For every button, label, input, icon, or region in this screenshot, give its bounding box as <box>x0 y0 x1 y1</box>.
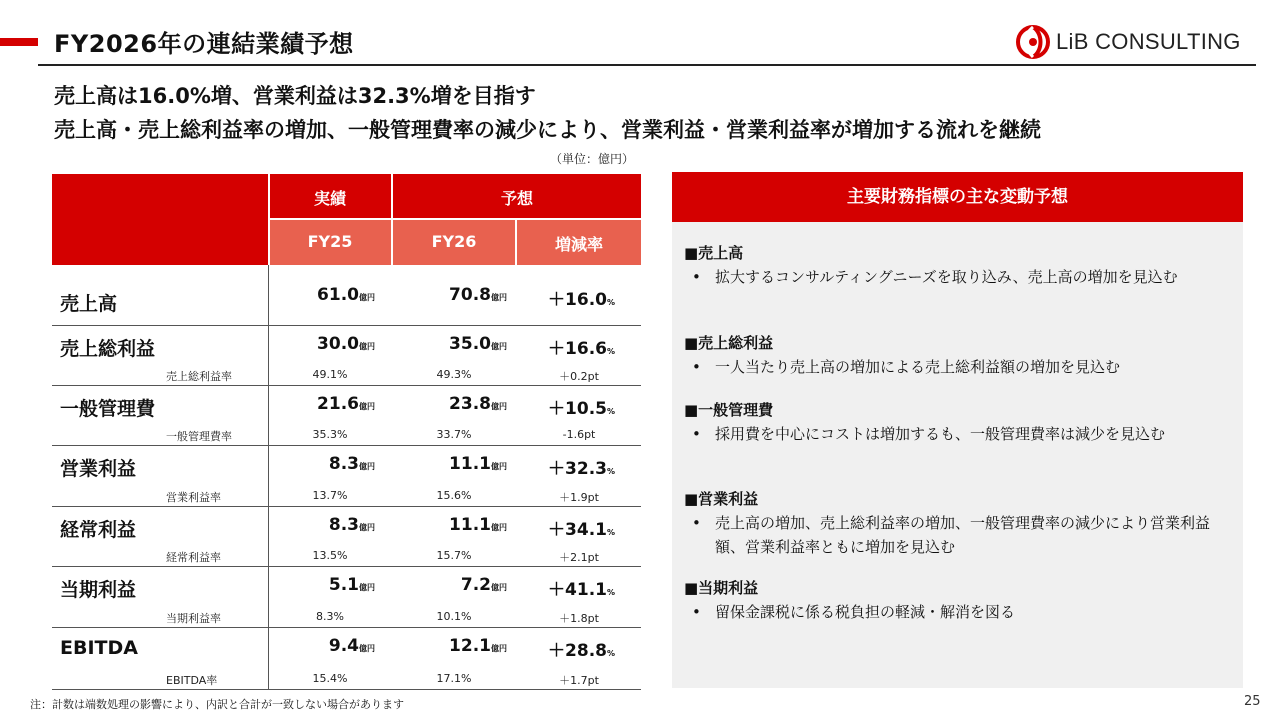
sub-cell-fy26: 17.1% <box>436 672 472 685</box>
sub-cell-fy26: 15.6% <box>436 489 472 502</box>
row-sub-label: 一般管理費率 <box>166 430 232 443</box>
bullet-item: • 採用費を中心にコストは増加するも、一般管理費率は減少を見込む <box>684 422 1229 446</box>
sub-cell-fy25: 35.3% <box>312 428 348 441</box>
cell-fy25: 61.0億円 <box>317 285 375 305</box>
section-net-income <box>684 577 1229 624</box>
cell-fy26: 12.1億円 <box>449 636 507 656</box>
column-header-change-rate: 増減率 <box>554 235 603 254</box>
sub-cell-fy25: 13.7% <box>312 489 348 502</box>
section-sales <box>684 242 1229 289</box>
cell-fy26: 70.8億円 <box>449 285 507 305</box>
footnote: 注：計数は端数処理の影響により、内訳と合計が一致しない場合があります <box>30 698 404 711</box>
bullet-icon: • <box>692 358 701 376</box>
cell-change-rate: ＋32.3% <box>548 459 615 479</box>
cell-fy25: 9.4億円 <box>328 636 375 656</box>
sub-cell-change: ＋1.7pt <box>559 674 599 687</box>
row-label: EBITDA <box>60 637 138 659</box>
table-row <box>52 386 641 446</box>
sub-cell-change: ＋1.9pt <box>559 491 599 504</box>
cell-fy25: 21.6億円 <box>317 394 375 414</box>
sub-cell-fy26: 10.1% <box>436 610 472 623</box>
row-sub-label: EBITDA率 <box>166 674 218 687</box>
sub-cell-fy25: 13.5% <box>312 549 348 562</box>
sub-cell-fy26: 15.7% <box>436 549 472 562</box>
cell-change-rate: ＋16.6% <box>548 339 615 359</box>
table-row <box>52 507 641 567</box>
cell-fy26: 23.8億円 <box>449 394 507 414</box>
row-sub-label: 当期利益率 <box>166 612 221 625</box>
section-gross-profit <box>684 332 1229 379</box>
cell-change-rate: ＋41.1% <box>548 580 615 600</box>
sub-cell-fy25: 8.3% <box>316 610 344 623</box>
bullet-icon: • <box>692 603 701 621</box>
section-operating-profit <box>684 488 1229 559</box>
bullet-item: • 留保金課税に係る税負担の軽減・解消を図る <box>684 600 1229 624</box>
section-title: ■当期利益 <box>684 579 759 597</box>
bullet-icon: • <box>692 425 701 443</box>
bullet-item: • 売上高の増加、売上総利益率の増加、一般管理費率の減少により営業利益額、営業利益率ともに増加を見込む <box>684 511 1229 559</box>
table-row <box>52 326 641 386</box>
row-label: 売上高 <box>60 293 118 315</box>
cell-change-rate: ＋34.1% <box>548 520 615 540</box>
table-row <box>52 446 641 507</box>
cell-fy25: 5.1億円 <box>328 575 375 595</box>
cell-fy25: 30.0億円 <box>317 334 375 354</box>
column-header-actual: 実績 <box>313 189 346 208</box>
section-title: ■営業利益 <box>684 490 759 508</box>
cell-fy26: 11.1億円 <box>449 515 507 535</box>
table-row <box>52 265 641 326</box>
sub-cell-change: ＋0.2pt <box>559 370 599 383</box>
key-indicators-panel <box>672 172 1243 688</box>
row-label: 一般管理費 <box>60 398 156 420</box>
title-accent-bar <box>0 38 38 46</box>
section-title: ■売上高 <box>684 244 744 262</box>
cell-fy25: 8.3億円 <box>328 515 375 535</box>
page-title: FY2026年の連結業績予想 <box>54 30 354 58</box>
cell-fy26: 7.2億円 <box>460 575 507 595</box>
sub-cell-fy26: 49.3% <box>436 368 472 381</box>
column-header-fy25: FY25 <box>307 232 353 251</box>
bullet-item: • 一人当たり売上高の増加による売上総利益額の増加を見込む <box>684 355 1229 379</box>
title-divider <box>38 64 1256 66</box>
row-label: 経常利益 <box>60 519 137 541</box>
bullet-item: • 拡大するコンサルティングニーズを取り込み、売上高の増加を見込む <box>684 265 1229 289</box>
sub-cell-fy25: 49.1% <box>312 368 348 381</box>
page-number: 25 <box>1244 694 1261 709</box>
unit-note: （単位：億円） <box>550 152 635 166</box>
row-sub-label: 営業利益率 <box>166 491 221 504</box>
logo-text: LiB CONSULTING <box>1056 29 1241 54</box>
headline-primary: 売上高は16.0%増、営業利益は32.3%増を目指す <box>54 84 536 108</box>
row-label: 売上総利益 <box>60 338 156 360</box>
sub-cell-fy26: 33.7% <box>436 428 472 441</box>
bullet-icon: • <box>692 268 701 286</box>
cell-change-rate: ＋28.8% <box>548 641 615 661</box>
row-sub-label: 経常利益率 <box>166 551 221 564</box>
cell-fy25: 8.3億円 <box>328 454 375 474</box>
section-title: ■一般管理費 <box>684 401 774 419</box>
column-header-fy26: FY26 <box>431 232 477 251</box>
cell-change-rate: ＋10.5% <box>548 399 615 419</box>
section-sga <box>684 399 1229 446</box>
column-header-forecast: 予想 <box>500 189 533 208</box>
sub-cell-fy25: 15.4% <box>312 672 348 685</box>
panel-title: 主要財務指標の主な変動予想 <box>672 172 1243 222</box>
cell-fy26: 35.0億円 <box>449 334 507 354</box>
sub-cell-change: -1.6pt <box>562 428 596 441</box>
row-sub-label: 売上総利益率 <box>166 370 232 383</box>
company-logo <box>1016 24 1241 60</box>
section-title: ■売上総利益 <box>684 334 774 352</box>
cell-fy26: 11.1億円 <box>449 454 507 474</box>
sub-cell-change: ＋2.1pt <box>559 551 599 564</box>
lib-logo-icon <box>1016 25 1050 59</box>
table-row <box>52 567 641 628</box>
headline-secondary: 売上高・売上総利益率の増加、一般管理費率の減少により、営業利益・営業利益率が増加する流れを継続 <box>54 118 1041 142</box>
row-label: 当期利益 <box>60 579 137 601</box>
cell-change-rate: ＋16.0% <box>548 290 615 310</box>
row-label: 営業利益 <box>60 458 137 480</box>
sub-cell-change: ＋1.8pt <box>559 612 599 625</box>
bullet-icon: • <box>692 514 701 532</box>
table-row <box>52 628 641 690</box>
